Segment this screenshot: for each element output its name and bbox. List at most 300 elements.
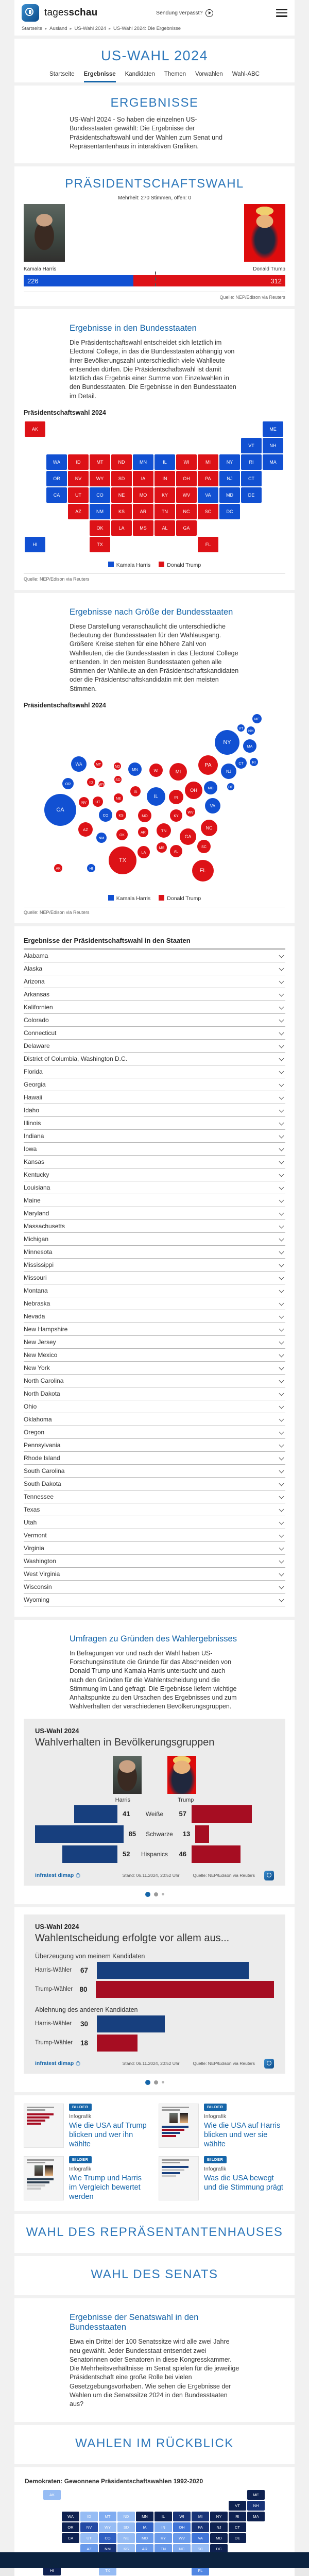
harris-bar-zone	[35, 1805, 117, 1823]
state-name-label: New Mexico	[24, 1351, 58, 1359]
bilder-badge: BILDER	[204, 2104, 227, 2111]
state-accordion-row-RI[interactable]	[24, 1452, 285, 1465]
state-accordion-row-NE[interactable]	[24, 1297, 285, 1310]
chart-groups	[35, 1953, 274, 2052]
umfragen-card	[14, 1620, 295, 1904]
staaten-liste-heading: Ergebnisse der Präsidentschaftswahl in den Staaten	[24, 936, 191, 944]
chevron-down-icon	[279, 1249, 284, 1255]
electoral-vote-bar	[24, 275, 285, 286]
state-tile-WV[interactable]: WV	[173, 2533, 191, 2543]
state-tile-OH[interactable]: OH	[173, 2522, 191, 2532]
source-note: Quelle: NEP/Edison via Reuters	[24, 573, 285, 588]
row-bar	[97, 2035, 138, 2052]
state-tile-GA[interactable]: GA	[176, 520, 197, 536]
state-tile-CT[interactable]: CT	[241, 471, 262, 486]
rueckblick-title-card	[14, 2425, 295, 2464]
state-tile-MA[interactable]: MA	[263, 454, 283, 470]
chart-group-label-0: Überzeugung von meinem Kandidaten	[35, 1952, 145, 1960]
chart-row-trumpwhler	[35, 2035, 274, 2052]
state-accordion-row-VA[interactable]	[24, 1542, 285, 1555]
sendung-verpasst-link[interactable]	[156, 9, 213, 17]
breadcrumb-item-3[interactable]: US-Wahl 2024: Die Ergebnisse	[113, 26, 181, 31]
state-accordion-row-TN[interactable]	[24, 1490, 285, 1503]
state-tile-LA[interactable]: LA	[111, 520, 132, 536]
state-tile-KY[interactable]: KY	[154, 2533, 172, 2543]
praesidentschaftswahl-card	[14, 166, 295, 306]
state-accordion-row-IA[interactable]	[24, 1143, 285, 1156]
chevron-down-icon	[279, 1236, 284, 1242]
state-bubble-label: IL	[153, 793, 159, 800]
row-value: 30	[80, 2020, 89, 2028]
state-tile-VA[interactable]: VA	[198, 487, 218, 503]
ergebnisse-text: US-Wahl 2024 - So haben die einzelnen US-Bundesstaaten gewählt: Die Ergebnisse der Präsidentschaftswahl und der Wahlen zum Senat und Repräsentantenhaus in interaktiven Grafiken.	[70, 116, 222, 150]
group-label: Schwarze	[146, 1830, 173, 1838]
state-accordion-row-CO[interactable]	[24, 1014, 285, 1027]
state-name-label: Washington	[24, 1557, 56, 1565]
state-tile-OR[interactable]: OR	[62, 2522, 79, 2532]
state-tile-TN[interactable]: TN	[154, 2544, 172, 2554]
state-bubble-label: NE	[116, 796, 121, 801]
chart-kicker: US-Wahl 2024	[35, 1726, 79, 1735]
state-accordion-row-OH[interactable]	[24, 1400, 285, 1413]
state-bubble-label: WI	[153, 768, 159, 773]
row-label: Harris-Wähler	[35, 1967, 72, 1973]
state-tile-DE[interactable]: DE	[229, 2533, 246, 2543]
row-bar	[97, 2015, 165, 2032]
state-accordion-row-KS[interactable]	[24, 1156, 285, 1168]
state-tile-AR[interactable]: AR	[136, 2544, 153, 2554]
tab-vorwahlen[interactable]: Vorwahlen	[195, 71, 223, 77]
state-tile-CA[interactable]: CA	[62, 2533, 79, 2543]
harris-bar	[35, 1825, 124, 1843]
repraesentantenhaus-card	[14, 2214, 295, 2253]
groesse-card	[14, 593, 295, 923]
state-accordion-row-SD[interactable]	[24, 1478, 285, 1490]
state-name-label: Ohio	[24, 1402, 37, 1410]
teaser-link[interactable]: Wie die USA auf Harris blicken und wer sie wählte	[204, 2121, 281, 2148]
state-tile-MO[interactable]: MO	[133, 487, 153, 503]
state-accordion-row-AR[interactable]	[24, 988, 285, 1001]
state-accordion-row-VT[interactable]	[24, 1529, 285, 1542]
row-bar	[96, 1981, 274, 1998]
state-tile-TN[interactable]: TN	[154, 504, 175, 519]
tab-startseite[interactable]: Startseite	[49, 71, 75, 77]
state-tile-AL[interactable]: AL	[154, 520, 175, 536]
state-tile-AZ[interactable]: AZ	[68, 504, 89, 519]
state-tile-MS[interactable]: MS	[133, 520, 153, 536]
state-tile-ND[interactable]: ND	[111, 454, 132, 470]
bottom-navy-bar	[0, 2552, 309, 2568]
state-tile-IN[interactable]: IN	[154, 471, 175, 486]
state-tile-NY[interactable]: NY	[219, 454, 240, 470]
state-accordion-row-OK[interactable]	[24, 1413, 285, 1426]
state-name-label: Nevada	[24, 1312, 45, 1320]
state-accordion-row-AK[interactable]	[24, 962, 285, 975]
state-name-label: Alaska	[24, 964, 43, 972]
state-tile-MA[interactable]: MA	[247, 2512, 265, 2521]
chevron-down-icon	[279, 1597, 284, 1602]
mini-trump-photo	[180, 2113, 188, 2123]
tagesschau-logo-icon[interactable]	[22, 4, 39, 22]
state-tile-WA[interactable]: WA	[62, 2512, 79, 2521]
state-bubble-label: NH	[248, 729, 254, 733]
state-tile-OH[interactable]: OH	[176, 471, 197, 486]
state-tile-WY[interactable]: WY	[99, 2522, 116, 2532]
state-accordion-row-MA[interactable]	[24, 1220, 285, 1233]
state-tile-MD[interactable]: MD	[219, 487, 240, 503]
state-tile-MO[interactable]: MO	[136, 2533, 153, 2543]
state-tile-UT[interactable]: UT	[80, 2533, 98, 2543]
state-tile-OK[interactable]: OK	[90, 520, 110, 536]
state-tile-NM[interactable]: NM	[90, 504, 110, 519]
state-tile-ID[interactable]: ID	[68, 454, 89, 470]
state-tile-ME[interactable]: ME	[263, 421, 283, 437]
bundesstaaten-text: Die Präsidentschaftswahl entscheidet sich letztlich im Electoral College, in das die Bundesstaaten abhängig von ihrer Bevölkerungszahl unterschiedlich viele Wahlleute entsenden dürfen. Die Präsidentschaftswahl ist damit letztlich das Ergebnis einer Summe von Einzelwahlen in den Bundesstaaten. Die Ergebnisse in den Bundesstaaten im Detail.	[70, 339, 236, 400]
section-tabs	[20, 71, 289, 82]
state-accordion-row-KY[interactable]	[24, 1168, 285, 1181]
teaser-2[interactable]	[24, 2156, 150, 2201]
chevron-down-icon	[279, 1481, 284, 1486]
state-tile-RI[interactable]: RI	[241, 454, 262, 470]
us-result-map[interactable]	[25, 421, 284, 555]
tab-wahlabc[interactable]: Wahl-ABC	[232, 71, 260, 77]
state-tile-NJ[interactable]: NJ	[219, 471, 240, 486]
state-tile-CO[interactable]: CO	[90, 487, 110, 503]
state-tile-PA[interactable]: PA	[198, 471, 218, 486]
harris-bar	[62, 1845, 117, 1863]
state-name-label: Massachusetts	[24, 1222, 65, 1230]
state-accordion-row-DC[interactable]	[24, 1053, 285, 1065]
state-tile-HI[interactable]: HI	[43, 2566, 61, 2575]
state-accordion-row-MN[interactable]	[24, 1246, 285, 1259]
tab-themen[interactable]: Themen	[164, 71, 186, 77]
state-accordion-row-UT[interactable]	[24, 1516, 285, 1529]
chevron-down-icon	[279, 1056, 284, 1061]
state-tile-TX[interactable]: TX	[90, 537, 110, 552]
state-accordion-row-ME[interactable]	[24, 1194, 285, 1207]
state-tile-ID[interactable]: ID	[80, 2512, 98, 2521]
state-tile-NH[interactable]: NH	[247, 2501, 265, 2511]
map-label: Präsidentschaftswahl 2024	[24, 701, 106, 709]
state-tile-PA[interactable]: PA	[192, 2522, 209, 2532]
state-tile-FL[interactable]: FL	[198, 537, 218, 552]
state-tile-OR[interactable]: OR	[46, 471, 67, 486]
chart-title: Wahlentscheidung erfolgte vor allem aus...	[35, 1932, 230, 1944]
state-tile-IL[interactable]: IL	[154, 454, 175, 470]
state-tile-WI[interactable]: WI	[173, 2512, 191, 2521]
state-tile-FL[interactable]: FL	[192, 2566, 209, 2575]
state-accordion-row-SC[interactable]	[24, 1465, 285, 1478]
state-accordion-row-TX[interactable]	[24, 1503, 285, 1516]
state-accordion-row-ID[interactable]	[24, 1104, 285, 1117]
state-tile-SD[interactable]: SD	[117, 2522, 135, 2532]
state-bubble-label: CT	[238, 761, 244, 766]
teaser-1[interactable]	[159, 2104, 285, 2149]
chevron-down-icon	[279, 1262, 284, 1267]
state-bubble-label: KY	[174, 814, 179, 818]
carousel-dot-1[interactable]	[154, 2080, 158, 2084]
teaser-kicker: Infografik	[69, 2165, 92, 2172]
harris-bar	[74, 1805, 117, 1823]
row-label: Trump-Wähler	[35, 1986, 73, 1992]
state-accordion-row-PA[interactable]	[24, 1439, 285, 1452]
chevron-down-icon	[279, 1391, 284, 1396]
state-accordion-row-CA[interactable]	[24, 1001, 285, 1014]
carousel-dots[interactable]	[24, 1886, 285, 1904]
trump-votes-bar: 312	[133, 275, 285, 286]
state-bubble-label: MN	[132, 767, 138, 772]
mini-trump-photo	[45, 2165, 53, 2176]
state-accordion-row-IL[interactable]	[24, 1117, 285, 1130]
carousel-dot-0[interactable]	[145, 1892, 150, 1897]
state-name-label: Wyoming	[24, 1596, 49, 1603]
ard-logo-icon	[264, 2059, 274, 2069]
chart-quelle: Quelle: NEP/Edison via Reuters	[193, 2061, 255, 2066]
teaser-link[interactable]: Was die USA bewegt und die Stimmung prägt	[204, 2174, 283, 2192]
state-bubble-label: IN	[174, 794, 178, 800]
state-accordion-row-NH[interactable]	[24, 1323, 285, 1336]
state-tile-NE[interactable]: NE	[117, 2533, 135, 2543]
state-tile-DE[interactable]: DE	[241, 487, 262, 503]
row-value: 67	[80, 1966, 89, 1974]
state-name-label: South Carolina	[24, 1467, 65, 1475]
state-tile-CT[interactable]: CT	[229, 2522, 246, 2532]
state-name-label: Arizona	[24, 977, 45, 985]
state-tile-IN[interactable]: IN	[154, 2522, 172, 2532]
state-tile-NE[interactable]: NE	[111, 487, 132, 503]
state-accordion-row-WV[interactable]	[24, 1568, 285, 1581]
state-tile-MN[interactable]: MN	[136, 2512, 153, 2521]
majority-marker	[155, 272, 156, 286]
state-accordion-row-LA[interactable]	[24, 1181, 285, 1194]
state-accordion-row-MI[interactable]	[24, 1233, 285, 1246]
state-tile-NY[interactable]: NY	[210, 2512, 228, 2521]
state-tile-SC[interactable]: SC	[198, 504, 218, 519]
teaser-0[interactable]	[24, 2104, 150, 2149]
chart-wahlverhalten	[24, 1719, 285, 1886]
state-name-label: West Virginia	[24, 1570, 60, 1578]
state-accordion-row-WY[interactable]	[24, 1594, 285, 1606]
state-tile-WI[interactable]: WI	[176, 454, 197, 470]
tagesschau-wordmark[interactable]: tagesschau	[44, 7, 98, 18]
chevron-down-icon	[279, 1327, 284, 1332]
tab-ergebnisse[interactable]: Ergebnisse	[84, 71, 116, 82]
trump-bar	[195, 1825, 209, 1843]
state-tile-WV[interactable]: WV	[176, 487, 197, 503]
state-name-label: Tennessee	[24, 1493, 54, 1500]
mini-photos	[162, 2113, 196, 2123]
state-accordion-row-NM[interactable]	[24, 1349, 285, 1362]
state-accordion-row-DE[interactable]	[24, 1040, 285, 1053]
state-tile-CO[interactable]: CO	[99, 2533, 116, 2543]
state-name-label: Virginia	[24, 1544, 44, 1552]
state-tile-UT[interactable]: UT	[68, 487, 89, 503]
chevron-down-icon	[279, 953, 284, 958]
state-bubble-label: KS	[118, 814, 124, 818]
carousel-dot-2[interactable]	[162, 2081, 164, 2083]
state-tile-IA[interactable]: IA	[136, 2522, 153, 2532]
state-tile-TX[interactable]: TX	[99, 2566, 116, 2575]
teaser-link[interactable]: Wie Trump und Harris im Vergleich bewertet werden	[69, 2174, 142, 2201]
mini-photos	[27, 2165, 61, 2176]
state-tile-HI[interactable]: HI	[25, 537, 45, 552]
state-tile-SC[interactable]: SC	[192, 2544, 209, 2554]
state-bubble-label: IA	[133, 790, 138, 794]
state-tile-ME[interactable]: ME	[247, 2490, 265, 2500]
breadcrumb-item-1[interactable]: Ausland	[49, 26, 67, 31]
state-accordion-row-AZ[interactable]	[24, 975, 285, 988]
state-accordion-row-NY[interactable]	[24, 1362, 285, 1375]
state-tile-MT[interactable]: MT	[90, 454, 110, 470]
teaser-3[interactable]	[159, 2156, 285, 2201]
state-tile-VT[interactable]: VT	[241, 438, 262, 453]
state-accordion-row-CT[interactable]	[24, 1027, 285, 1040]
state-tile-AR[interactable]: AR	[133, 504, 153, 519]
state-accordion-row-MD[interactable]	[24, 1207, 285, 1220]
state-accordion-row-FL[interactable]	[24, 1065, 285, 1078]
state-accordion-row-MO[interactable]	[24, 1272, 285, 1284]
state-accordion-row-MS[interactable]	[24, 1259, 285, 1272]
state-tile-IL[interactable]: IL	[154, 2512, 172, 2521]
state-tile-WY[interactable]: WY	[90, 471, 110, 486]
state-tile-NJ[interactable]: NJ	[210, 2522, 228, 2532]
carousel-dot-1[interactable]	[154, 1892, 158, 1896]
state-tile-VA[interactable]: VA	[192, 2533, 209, 2543]
chevron-down-icon	[279, 1494, 284, 1499]
row-label: Trump-Wähler	[35, 2040, 73, 2046]
row-label: Harris-Wähler	[35, 2021, 72, 2027]
chart-title: Wahlverhalten in Bevölkerungsgruppen	[35, 1736, 215, 1748]
senat-title-card	[14, 2256, 295, 2295]
state-name-label: Kalifornien	[24, 1003, 53, 1011]
state-accordion-row-NV[interactable]	[24, 1310, 285, 1323]
chevron-down-icon	[279, 1584, 284, 1589]
chart-row-harriswhler	[35, 2015, 274, 2032]
state-accordion-row-HI[interactable]	[24, 1091, 285, 1104]
teaser-link[interactable]: Wie die USA auf Trump blicken und wer ihn wählte	[69, 2121, 147, 2148]
state-tile-MI[interactable]: MI	[192, 2512, 209, 2521]
state-bubble-label: FL	[199, 867, 207, 874]
state-accordion-row-NC[interactable]	[24, 1375, 285, 1387]
chevron-down-icon	[279, 1198, 284, 1203]
state-tile-MN[interactable]: MN	[133, 454, 153, 470]
state-name-label: District of Columbia, Washington D.C.	[24, 1055, 127, 1062]
state-tile-SD[interactable]: SD	[111, 471, 132, 486]
chart-group-label-1: Ablehnung des anderen Kandidaten	[35, 2006, 138, 2013]
state-accordion-row-GA[interactable]	[24, 1078, 285, 1091]
state-tile-RI[interactable]: RI	[229, 2512, 246, 2521]
ergebnisse-card	[14, 86, 295, 163]
chevron-down-icon	[279, 1224, 284, 1229]
state-tile-NM[interactable]: NM	[99, 2544, 116, 2554]
tab-kandidaten[interactable]: Kandidaten	[125, 71, 155, 77]
teaser-body	[204, 2104, 285, 2149]
chart-row-weiße	[35, 1805, 274, 1823]
state-tile-ND[interactable]: ND	[117, 2512, 135, 2521]
state-tile-DC[interactable]: DC	[219, 504, 240, 519]
state-bubble-label: DE	[228, 785, 233, 789]
state-accordion-row-MT[interactable]	[24, 1284, 285, 1297]
map-legend	[14, 562, 295, 568]
state-bubble-label: MO	[142, 814, 148, 818]
state-tile-AZ[interactable]: AZ	[80, 2544, 98, 2554]
candidate-row	[24, 204, 285, 272]
repraesentantenhaus-title: WAHL DES REPRÄSENTANTENHAUSES	[26, 2225, 283, 2240]
chevron-down-icon	[279, 1546, 284, 1551]
chart-row-harriswhler	[35, 1962, 274, 1979]
state-tile-KS[interactable]: KS	[111, 504, 132, 519]
state-bubble-label: WY	[98, 783, 105, 787]
state-accordion-row-AL[interactable]	[24, 950, 285, 962]
state-tile-MI[interactable]: MI	[198, 454, 218, 470]
play-icon	[205, 9, 213, 17]
hamburger-menu-icon[interactable]	[276, 9, 287, 16]
state-bubble-label: RI	[252, 760, 256, 765]
state-tile-AK[interactable]: AK	[43, 2490, 61, 2500]
chevron-down-icon	[279, 1172, 284, 1177]
state-accordion-row-ND[interactable]	[24, 1387, 285, 1400]
state-tile-NC[interactable]: NC	[176, 504, 197, 519]
state-bubble-label: VA	[210, 803, 216, 808]
chevron-down-icon	[279, 1082, 284, 1087]
mini-bars	[27, 2113, 61, 2125]
state-accordion-row-WI[interactable]	[24, 1581, 285, 1594]
carousel-dots[interactable]	[24, 2074, 285, 2092]
trump-value: 57	[179, 1810, 186, 1818]
state-bubble-label: AR	[141, 831, 146, 835]
chevron-down-icon	[279, 1340, 284, 1345]
state-tile-KS[interactable]: KS	[117, 2544, 135, 2554]
state-tile-NV[interactable]: NV	[80, 2522, 98, 2532]
chevron-down-icon	[279, 1185, 284, 1190]
breadcrumb-item-0[interactable]: Startseite	[22, 26, 43, 31]
infratest-dimap-logo: infratest dimap	[35, 1872, 80, 1878]
state-tile-IA[interactable]: IA	[133, 471, 153, 486]
legend-item: Kamala Harris	[108, 895, 151, 902]
harris-votes-bar: 226	[24, 275, 133, 286]
breadcrumb-separator-icon: ▸	[70, 26, 72, 31]
state-accordion-row-WA[interactable]	[24, 1555, 285, 1568]
state-tile-KY[interactable]: KY	[154, 487, 175, 503]
state-tile-VT[interactable]: VT	[229, 2501, 246, 2511]
state-name-label: Kansas	[24, 1158, 45, 1165]
state-tile-CA[interactable]: CA	[46, 487, 67, 503]
state-accordion-row-IN[interactable]	[24, 1130, 285, 1143]
state-tile-WA[interactable]: WA	[46, 454, 67, 470]
state-tile-MT[interactable]: MT	[99, 2512, 116, 2521]
umfragen-heading: Umfragen zu Gründen des Wahlergebnisses	[70, 1634, 237, 1643]
carousel-dot-2[interactable]	[162, 1893, 164, 1895]
state-tile-NV[interactable]: NV	[68, 471, 89, 486]
state-tile-AK[interactable]: AK	[25, 421, 45, 437]
cartogram-svg	[14, 713, 295, 886]
breadcrumb-item-2[interactable]: US-Wahl 2024	[74, 26, 106, 31]
harris-bar-zone	[35, 1825, 124, 1843]
state-accordion-row-NJ[interactable]	[24, 1336, 285, 1349]
chevron-down-icon	[279, 1520, 284, 1525]
us-cartogram-map[interactable]	[14, 713, 295, 889]
state-accordion	[24, 948, 285, 1606]
state-tile-DC[interactable]: DC	[210, 2544, 228, 2554]
chevron-down-icon	[279, 1365, 284, 1370]
state-tile-NC[interactable]: NC	[173, 2544, 191, 2554]
state-accordion-row-OR[interactable]	[24, 1426, 285, 1439]
state-tile-MD[interactable]: MD	[210, 2533, 228, 2543]
page-title: US-WAHL 2024	[100, 48, 209, 63]
carousel-dot-0[interactable]	[145, 2080, 150, 2085]
state-bubble-label: AK	[56, 867, 61, 871]
state-tile-NH[interactable]: NH	[263, 438, 283, 453]
